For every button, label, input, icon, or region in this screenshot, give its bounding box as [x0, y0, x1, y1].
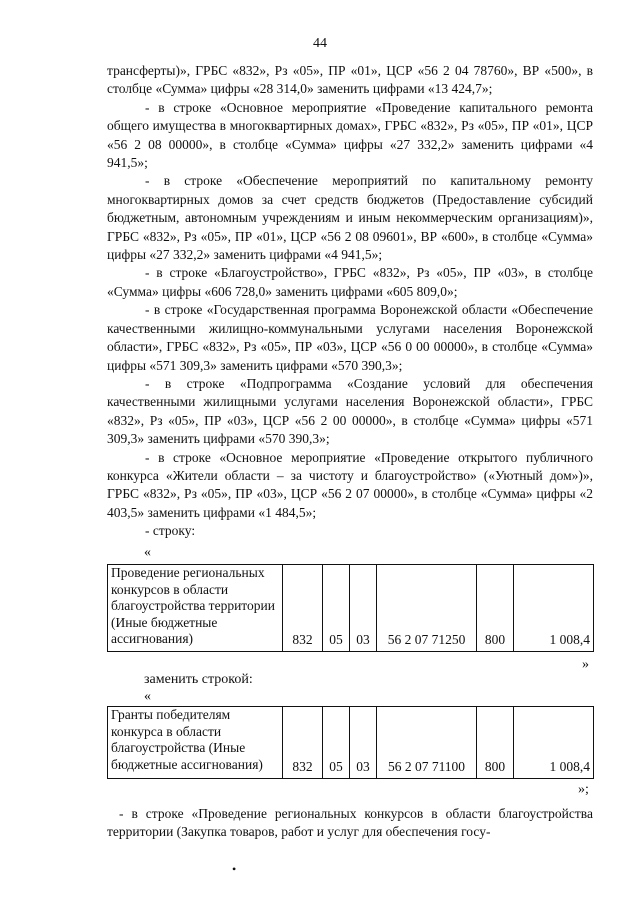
row-name-cell: Проведение региональных конкурсов в области благоустройства территории (Иные бюджетные ассигнования): [108, 565, 283, 652]
pr-cell: 03: [350, 565, 377, 652]
table-row: [108, 565, 594, 652]
stray-dot-mark: •: [232, 862, 237, 876]
paragraph: - строку:: [145, 523, 196, 539]
paragraph: - в строке «Обеспечение мероприятий по капитальному ремонту многоквартирных домов за счет средств бюджетов (Предоставление субсидий бюджетным, автономным учреждениям и иным некоммерческим организациям)», ГРБС «832», Рз «05», ПР «01», ЦСР «56 2 08 09601», ВР «600», в столбце «Сумма» цифры «27 332,2» заменить цифрами «4 941,5»;: [107, 173, 593, 263]
sum-cell: 1 008,4: [514, 707, 594, 779]
row-name-cell: Гранты победителям конкурса в области благоустройства (Иные бюджетные ассигнования): [108, 707, 283, 779]
paragraph: - в строке «Государственная программа Воронежской области «Обеспечение качественными жилищно-коммунальными услугами населения Воронежской области», ГРБС «832», Рз «05», ПР «03», ЦСР «56 0 00 00000», в столбце «Сумма» цифры «571 309,3» заменить цифрами «570 390,3»;: [107, 302, 593, 373]
replace-label: заменить строкой:: [144, 672, 253, 687]
paragraph: - в строке «Основное мероприятие «Проведение открытого публичного конкурса «Жители области – за чистоту и благоустройство» («Уютный дом»)», ГРБС «832», Рз «05», ПР «03», ЦСР «56 2 07 00000», в столбце «Сумма» цифры «2 403,5» заменить цифрами «1 484,5»;: [107, 449, 593, 520]
paragraph: трансферты)», ГРБС «832», Рз «05», ПР «01», ЦСР «56 2 04 78760», ВР «500», в столбце «Сумма» цифры «28 314,0» заменить цифрами «13 424,7»;: [107, 63, 593, 97]
open-quote-mark: «: [144, 545, 151, 560]
page-number: 44: [313, 36, 327, 51]
open-quote-mark: «: [144, 689, 151, 704]
close-quote-mark: »;: [578, 782, 589, 797]
paragraph: - в строке «Подпрограмма «Создание условий для обеспечения качественными жилищными услугами населения Воронежской области», ГРБС «832», Рз «05», ПР «03», ЦСР «56 2 00 00000», в столбце «Сумма» цифры «571 309,3» заменить цифрами «570 390,3»;: [107, 375, 593, 447]
vr-cell: 800: [477, 565, 514, 652]
closing-paragraph: - в строке «Проведение региональных конкурсов в области благоустройства территории (Закупка товаров, работ и услуг для обеспечения госу-: [107, 806, 593, 840]
sum-cell: 1 008,4: [514, 565, 594, 652]
rz-cell: 05: [323, 565, 350, 652]
body-text: [107, 62, 593, 541]
new-budget-row-table: [107, 706, 594, 779]
close-quote-mark: »: [582, 657, 589, 672]
grbs-cell: 832: [283, 707, 323, 779]
table-row: [108, 707, 594, 779]
rz-cell: 05: [323, 707, 350, 779]
vr-cell: 800: [477, 707, 514, 779]
grbs-cell: 832: [283, 565, 323, 652]
csr-cell: 56 2 07 71100: [377, 707, 477, 779]
paragraph: - в строке «Благоустройство», ГРБС «832», Рз «05», ПР «03», в столбце «Сумма» цифры «606 728,0» заменить цифрами «605 809,0»;: [107, 265, 593, 299]
paragraph: - в строке «Основное мероприятие «Проведение капитального ремонта общего имущества в многоквартирных домах», ГРБС «832», Рз «05», ПР «01», ЦСР «56 2 08 00000», в столбце «Сумма» цифры «27 332,2» заменить цифрами «4 941,5»;: [107, 99, 593, 171]
pr-cell: 03: [350, 707, 377, 779]
old-budget-row-table: [107, 564, 594, 652]
csr-cell: 56 2 07 71250: [377, 565, 477, 652]
